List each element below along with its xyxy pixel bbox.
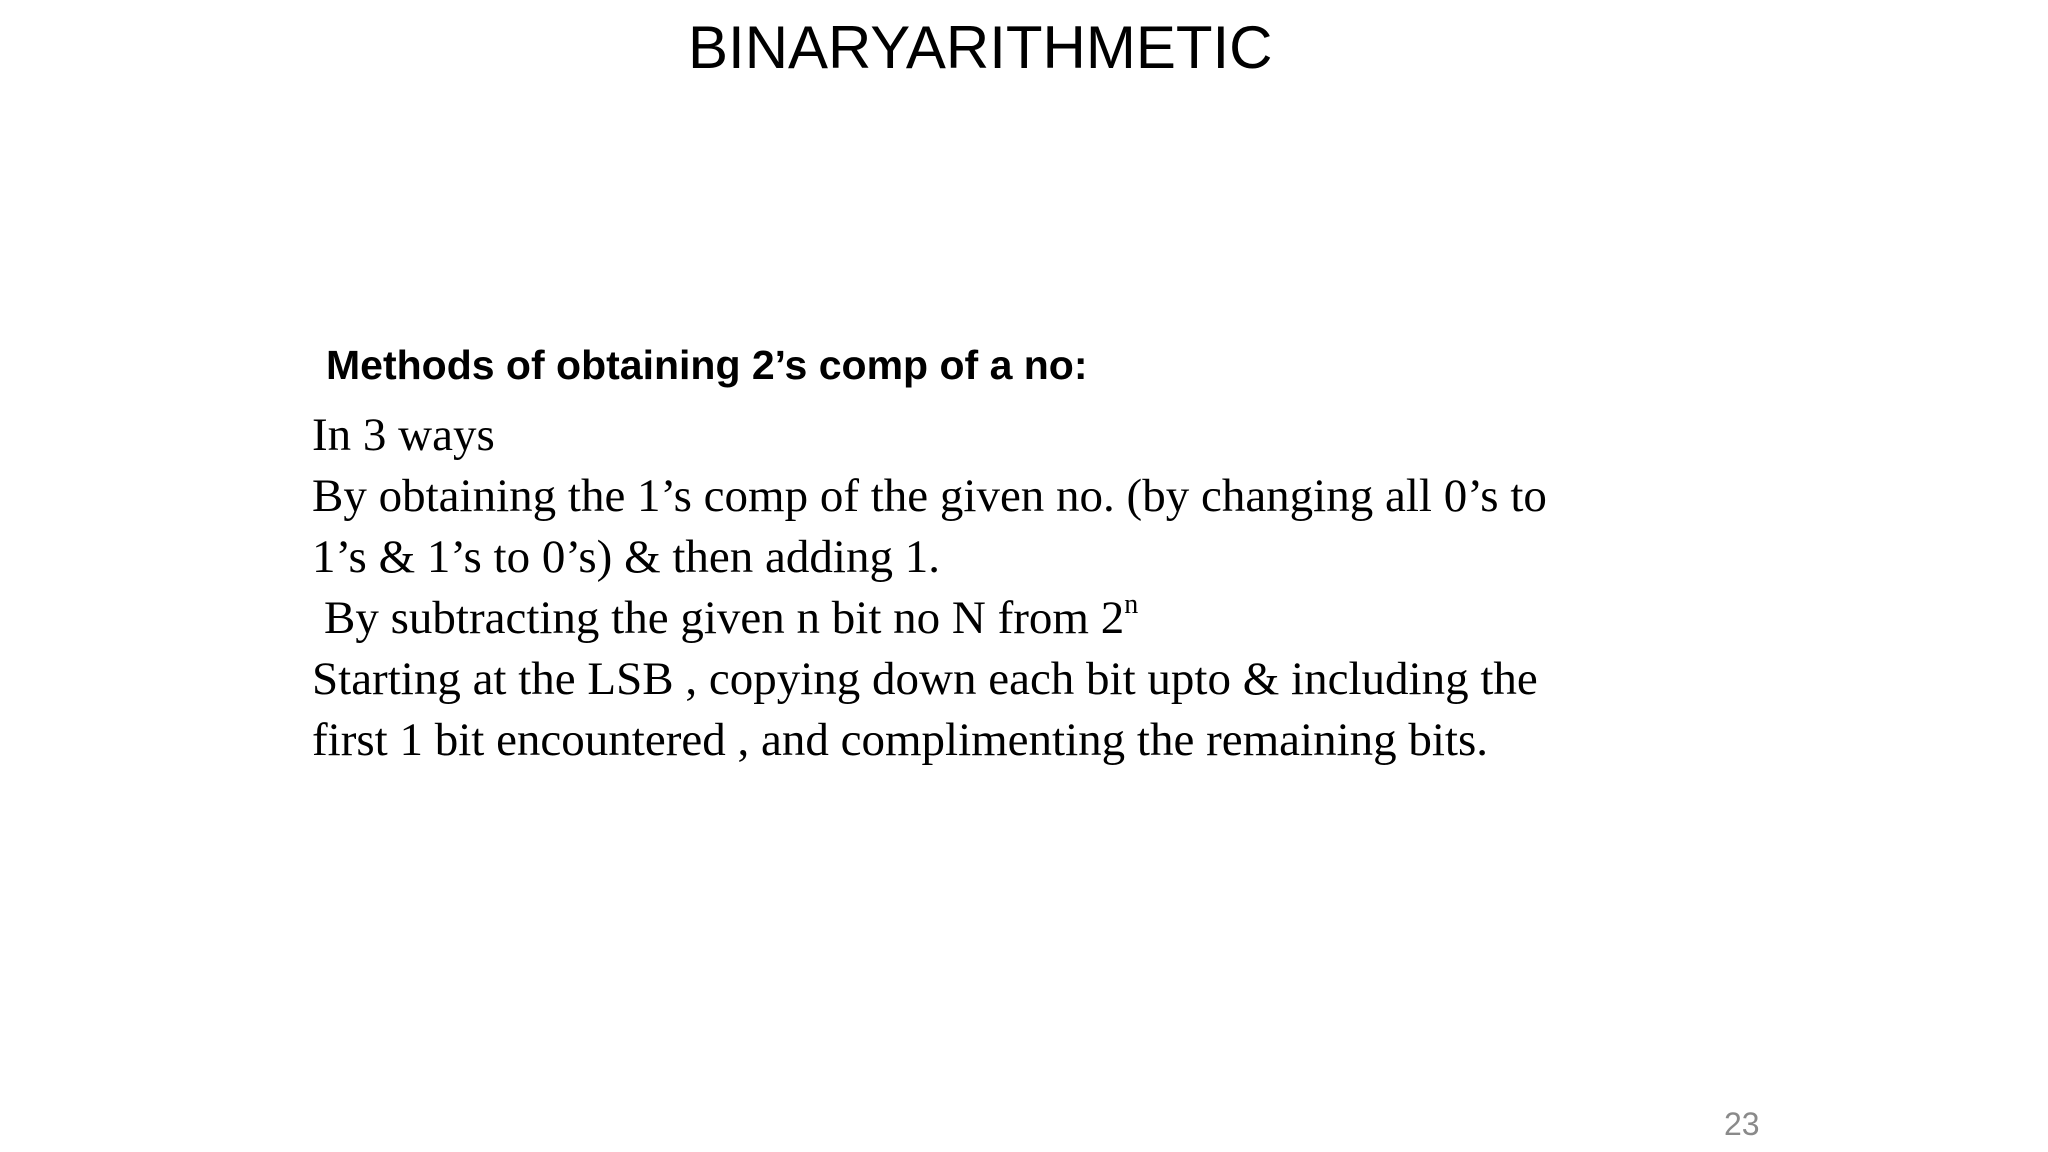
body-line-ways: In 3 ways (312, 409, 495, 461)
slide-title: BINARYARITHMETIC (688, 14, 1273, 81)
page-number: 23 (1724, 1106, 1760, 1142)
section-heading: Methods of obtaining 2’s comp of a no: (326, 342, 1088, 388)
body-line-method-three: Starting at the LSB , copying down each bit upto & including the (312, 653, 1538, 705)
body-line-method-two (312, 588, 1547, 649)
slide-body (312, 405, 1547, 771)
body-line-method-one-continued: 1’s & 1’s to 0’s) & then adding 1. (312, 531, 940, 583)
method-two-text: By subtracting the given n bit no N from 2 (324, 592, 1125, 644)
body-line-method-three-continued: first 1 bit encountered , and complimenting the remaining bits. (312, 714, 1489, 766)
power-superscript: n (1124, 589, 1139, 620)
body-line-method-one: By obtaining the 1’s comp of the given no. (by changing all 0’s to (312, 470, 1547, 522)
